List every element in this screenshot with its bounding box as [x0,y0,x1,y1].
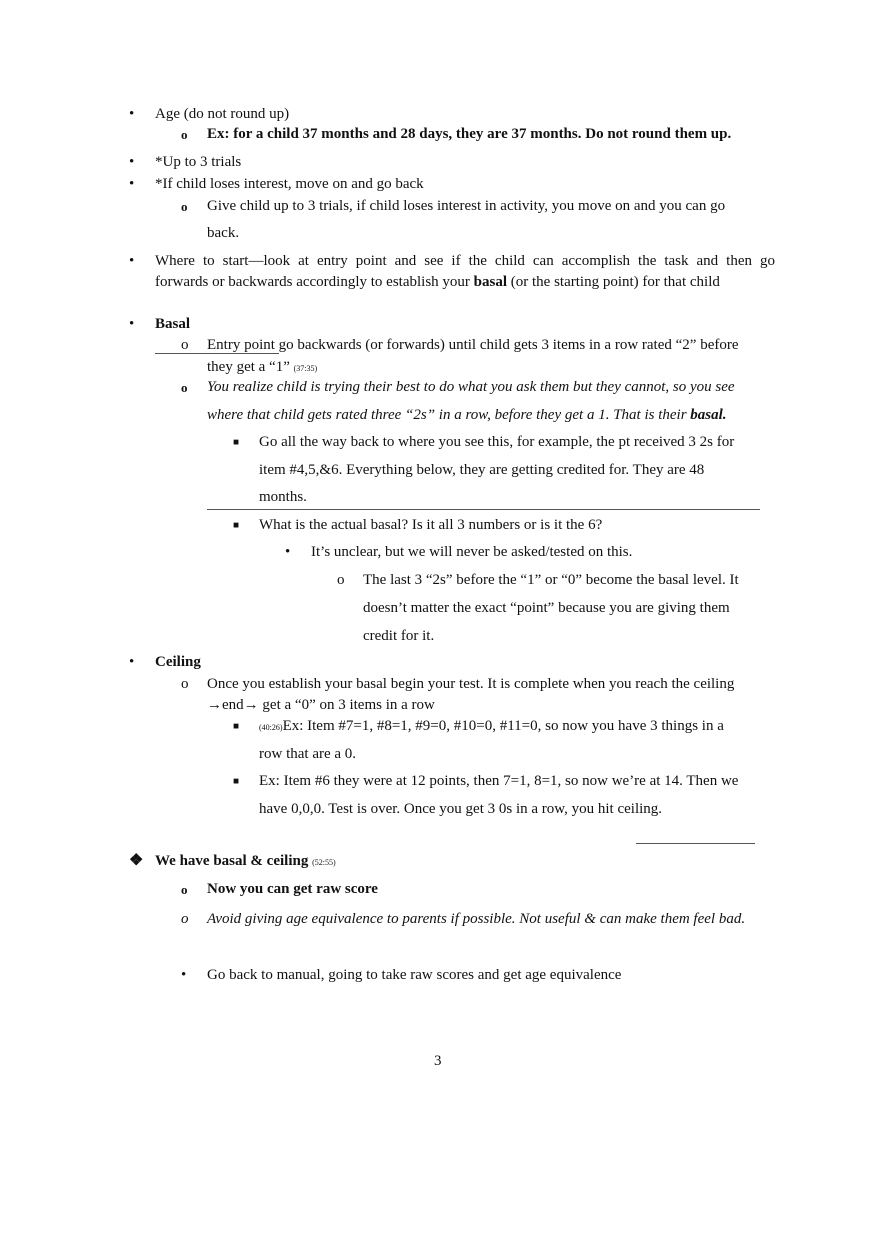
divider [636,843,755,844]
ceiling-ex1-line1: (40:26)Ex: Item #7=1, #8=1, #9=0, #10=0, #11=0, so now you have 3 things in a [259,718,724,734]
basal-unclear: It’s unclear, but we will never be asked/tested on this. [311,544,633,560]
divider [155,353,279,354]
basal-goback-line2: item #4,5,&6. Everything below, they are getting credited for. They are 48 [259,462,705,478]
square-bullet-icon: ■ [233,437,240,448]
bullet-icon: • [129,654,135,670]
square-bullet-icon: ■ [233,721,240,732]
bullet-icon: • [129,154,135,170]
ceiling-ex1-line2: row that are a 0. [259,746,357,762]
basal-last-line3: credit for it. [363,628,435,644]
basal-entry-line2: they get a “1” (37:35) [207,359,318,375]
basal-actual: What is the actual basal? Is it all 3 numbers or is it the 6? [259,517,603,533]
ceiling-once-line2: →end→ get a “0” on 3 items in a row [207,697,435,713]
age-example: Ex: for a child 37 months and 28 days, they are 37 months. Do not round them up. [207,126,732,142]
start-line2: forwards or backwards accordingly to establish your basal (or the starting point) for that child [155,274,720,290]
interest-item: *If child loses interest, move on and go back [155,176,424,192]
summary-avoid: Avoid giving age equivalence to parents if possible. Not useful & can make them feel bad. [207,911,746,927]
basal-realize-line1: You realize child is trying their best to do what you ask them but they cannot, so you see [207,379,735,395]
basal-entry-line1: Entry point go backwards (or forwards) until child gets 3 items in a row rated “2” before [207,337,739,353]
circle-bullet-icon: o [181,127,188,142]
page-number: 3 [434,1053,442,1069]
square-bullet-icon: ■ [233,776,240,787]
ceiling-ex2-line1: Ex: Item #6 they were at 12 points, then 7=1, 8=1, so now we’re at 14. Then we [259,773,739,789]
interest-sub-line1: Give child up to 3 trials, if child loses interest in activity, you move on and you can go [207,198,726,214]
basal-heading: Basal [155,316,191,332]
circle-bullet-icon: o [181,337,189,353]
bullet-icon: • [129,106,135,122]
bullet-icon: • [129,176,135,192]
circle-bullet-icon: o [181,911,189,927]
interest-sub-line2: back. [207,225,240,241]
circle-bullet-icon: o [181,882,188,897]
ceiling-ex2-line2: have 0,0,0. Test is over. Once you get 3 0s in a row, you hit ceiling. [259,801,663,817]
start-line1: Where to start—look at entry point and see if the child can accomplish the task and then go [155,253,775,269]
bullet-icon: • [181,967,187,983]
circle-bullet-icon: o [181,380,188,395]
arrow-right-icon: → [207,697,222,713]
summary-raw: Now you can get raw score [207,881,378,897]
summary-manual: Go back to manual, going to take raw scores and get age equivalence [207,967,622,983]
basal-goback-line3: months. [259,489,307,505]
bullet-icon: • [129,316,135,332]
divider [207,509,760,510]
diamond-bullet-icon: ❖ [129,852,144,869]
bullet-icon: • [285,544,291,560]
basal-realize-line2: where that child gets rated three “2s” in a row, before they get a 1. That is their basal. [207,407,727,423]
basal-last-line2: doesn’t matter the exact “point” because you are giving them [363,600,730,616]
ceiling-once-line1: Once you establish your basal begin your test. It is complete when you reach the ceiling [207,676,735,692]
circle-bullet-icon: o [181,199,188,214]
age-item: Age (do not round up) [155,106,290,122]
basal-goback-line1: Go all the way back to where you see this, for example, the pt received 3 2s for [259,434,735,450]
basal-last-line1: The last 3 “2s” before the “1” or “0” become the basal level. It [363,572,739,588]
circle-bullet-icon: o [181,676,189,692]
summary-heading: We have basal & ceiling (52:55) [155,853,336,869]
square-bullet-icon: ■ [233,520,240,531]
ceiling-heading: Ceiling [155,654,201,670]
trials-item: *Up to 3 trials [155,154,242,170]
arrow-right-icon: → [243,697,259,713]
bullet-icon: • [129,253,135,269]
circle-bullet-icon: o [337,572,345,588]
